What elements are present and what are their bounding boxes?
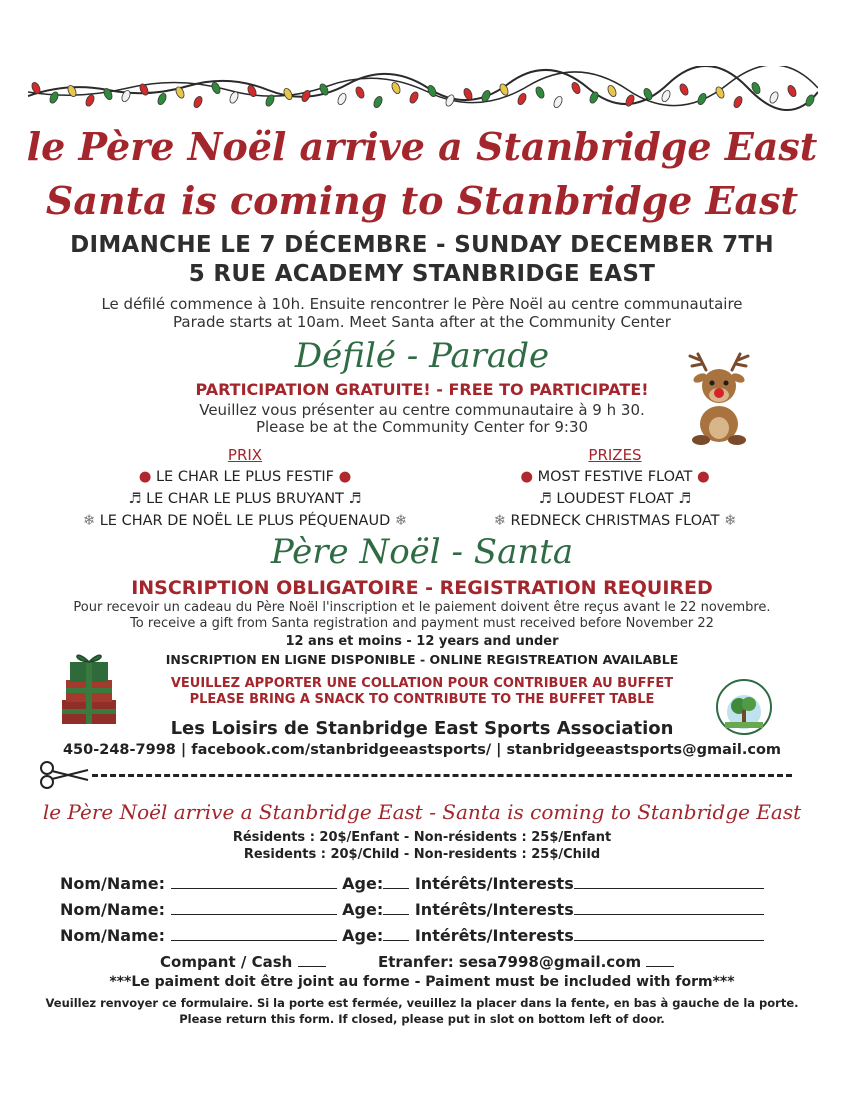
christmas-lights-garland [28, 66, 818, 116]
snowflake-icon: ❄ [82, 513, 96, 529]
description-french: Le défilé commence à 10h. Ensuite rencontrer le Père Noël au centre communautaire [101, 295, 743, 313]
gift-deadline-french: Pour recevoir un cadeau du Père Noël l'inscription et le paiement doivent être reçus avant le 22 novembre. [73, 600, 771, 615]
prize-item: ❄ REDNECK CHRISTMAS FLOAT ❄ [493, 513, 737, 529]
interests-label: Intérêts/Interests [414, 900, 574, 919]
name-label: Nom/Name: [60, 900, 166, 919]
rates [0, 829, 844, 863]
prix-item: ♬ LE CHAR LE PLUS BRUYANT ♬ [128, 491, 362, 507]
music-note-icon: ♬ [128, 491, 142, 507]
prize-item: ● MOST FESTIVE FLOAT ● [520, 469, 710, 485]
age-field[interactable] [383, 926, 409, 941]
arrival-time-french: Veuillez vous présenter au centre communautaire à 9 h 30. [199, 401, 645, 419]
name-field[interactable] [171, 926, 337, 941]
light-bulb-icon [606, 84, 617, 98]
return-instructions-french: Veuillez renvoyer ce formulaire. Si la porte est fermée, veuillez la placer dans la fente, en bas à gauche de la porte. [45, 996, 799, 1010]
snack-request-english: PLEASE BRING A SNACK TO CONTRIBUTE TO THE BUFFET TABLE [189, 692, 655, 707]
etransfer-checkbox[interactable] [646, 952, 674, 967]
ornament-icon: ● [338, 469, 352, 485]
payment-note: ***Le paiment doit être joint au forme - Paiment must be included with form*** [109, 974, 735, 990]
age-label: Age: [342, 874, 384, 893]
cash-label: Compant / Cash [160, 953, 293, 971]
interests-field[interactable] [574, 900, 764, 915]
title-french: le Père Noël arrive a Stanbridge East [26, 124, 818, 169]
ornament-icon: ● [697, 469, 710, 485]
form-title: le Père Noël arrive a Stanbridge East - Santa is coming to Stanbridge East [42, 800, 802, 824]
light-bulb-icon [210, 81, 221, 95]
light-bulb-icon [156, 92, 167, 106]
arrival-time-english: Please be at the Community Center for 9:30 [255, 418, 589, 436]
light-bulb-icon [282, 87, 293, 101]
light-bulb-icon [588, 91, 599, 105]
prix-list-french [60, 444, 430, 532]
snack-request-french: VEUILLEZ APPORTER UNE COLLATION POUR CONTRIBUER AU BUFFET [170, 676, 674, 691]
ornament-icon: ● [138, 469, 152, 485]
return-instructions-english: Please return this form. If closed, please put in slot on bottom left of door. [179, 1012, 665, 1026]
santa-heading: Père Noël - Santa [270, 532, 574, 572]
age-label: Age: [342, 926, 384, 945]
title-english: Santa is coming to Stanbridge East [45, 178, 799, 223]
snowflake-icon: ❄ [394, 513, 408, 529]
interests-field[interactable] [574, 874, 764, 889]
description-english: Parade starts at 10am. Meet Santa after at the Community Center [173, 313, 671, 331]
snowflake-icon: ❄ [724, 513, 737, 529]
light-bulb-icon [192, 95, 203, 109]
parade-heading: Défilé - Parade [294, 336, 550, 376]
light-bulb-icon [516, 92, 527, 106]
online-registration: INSCRIPTION EN LIGNE DISPONIBLE - ONLINE REGISTREATION AVAILABLE [165, 652, 679, 667]
light-bulb-icon [120, 89, 131, 103]
age-field[interactable] [383, 900, 409, 915]
etransfer-option [378, 952, 674, 971]
light-bulb-icon [534, 86, 545, 100]
light-bulb-icon [624, 94, 635, 108]
light-bulb-icon [408, 91, 419, 105]
interests-field[interactable] [574, 926, 764, 941]
rates-english: Residents : 20$/Child - Non-residents : 25$/Child [243, 847, 601, 862]
scissors-icon [38, 760, 90, 790]
cash-option [160, 952, 326, 971]
prix-item: ❄ LE CHAR DE NOËL LE PLUS PÉQUENAUD ❄ [82, 513, 408, 529]
organization-name: Les Loisirs de Stanbridge East Sports Association [170, 718, 674, 739]
registration-row [60, 874, 764, 893]
name-field[interactable] [171, 874, 337, 889]
gift-deadline-english: To receive a gift from Santa registration and payment must received before November 22 [130, 616, 714, 631]
name-label: Nom/Name: [60, 874, 166, 893]
rates-french: Résidents : 20$/Enfant - Non-résidents : 25$/Enfant [232, 830, 612, 845]
age-limit: 12 ans et moins - 12 years and under [285, 634, 559, 649]
light-bulb-icon [786, 84, 797, 98]
light-bulb-icon [570, 81, 581, 95]
prix-heading: PRIX [227, 446, 263, 464]
snowflake-icon: ❄ [493, 513, 506, 529]
ornament-icon: ● [520, 469, 533, 485]
cash-checkbox[interactable] [298, 952, 326, 967]
prizes-list-english [470, 444, 760, 532]
name-field[interactable] [171, 900, 337, 915]
reindeer-icon [684, 348, 754, 448]
light-bulb-icon [390, 81, 401, 95]
light-bulb-icon [444, 94, 455, 108]
prize-item: ♬ LOUDEST FLOAT ♬ [538, 491, 692, 507]
prizes-heading: PRIZES [588, 446, 642, 464]
event-address: 5 RUE ACADEMY STANBRIDGE EAST [188, 261, 656, 287]
light-bulb-icon [768, 91, 779, 105]
light-bulb-icon [336, 92, 347, 106]
age-label: Age: [342, 900, 384, 919]
light-bulb-icon [678, 83, 689, 97]
gift-boxes-icon [58, 646, 120, 726]
light-bulb-icon [696, 92, 707, 106]
light-bulb-icon [660, 89, 671, 103]
registration-row [60, 926, 764, 945]
light-bulb-icon [354, 86, 365, 100]
registration-row [60, 900, 764, 919]
name-label: Nom/Name: [60, 926, 166, 945]
light-bulb-icon [372, 95, 383, 109]
etransfer-label: Etranfer: sesa7998@gmail.com [378, 953, 642, 971]
music-note-icon: ♬ [348, 491, 362, 507]
music-note-icon: ♬ [678, 491, 692, 507]
light-bulb-icon [732, 95, 743, 109]
contact-info: 450-248-7998 | facebook.com/stanbridgeeastsports/ | stanbridgeeastsports@gmail.com [62, 742, 782, 758]
light-bulb-icon [84, 94, 95, 108]
light-bulb-icon [552, 95, 563, 109]
prix-item: ● LE CHAR LE PLUS FESTIF ● [138, 469, 352, 485]
interests-label: Intérêts/Interests [414, 874, 574, 893]
light-bulb-icon [48, 91, 59, 105]
registration-required: INSCRIPTION OBLIGATOIRE - REGISTRATION REQUIRED [131, 577, 713, 599]
music-note-icon: ♬ [538, 491, 552, 507]
interests-label: Intérêts/Interests [414, 926, 574, 945]
event-date: DIMANCHE LE 7 DÉCEMBRE - SUNDAY DECEMBER 7TH [70, 232, 774, 258]
cut-line [92, 774, 792, 777]
free-to-participate: PARTICIPATION GRATUITE! - FREE TO PARTICIPATE! [195, 380, 649, 399]
age-field[interactable] [383, 874, 409, 889]
